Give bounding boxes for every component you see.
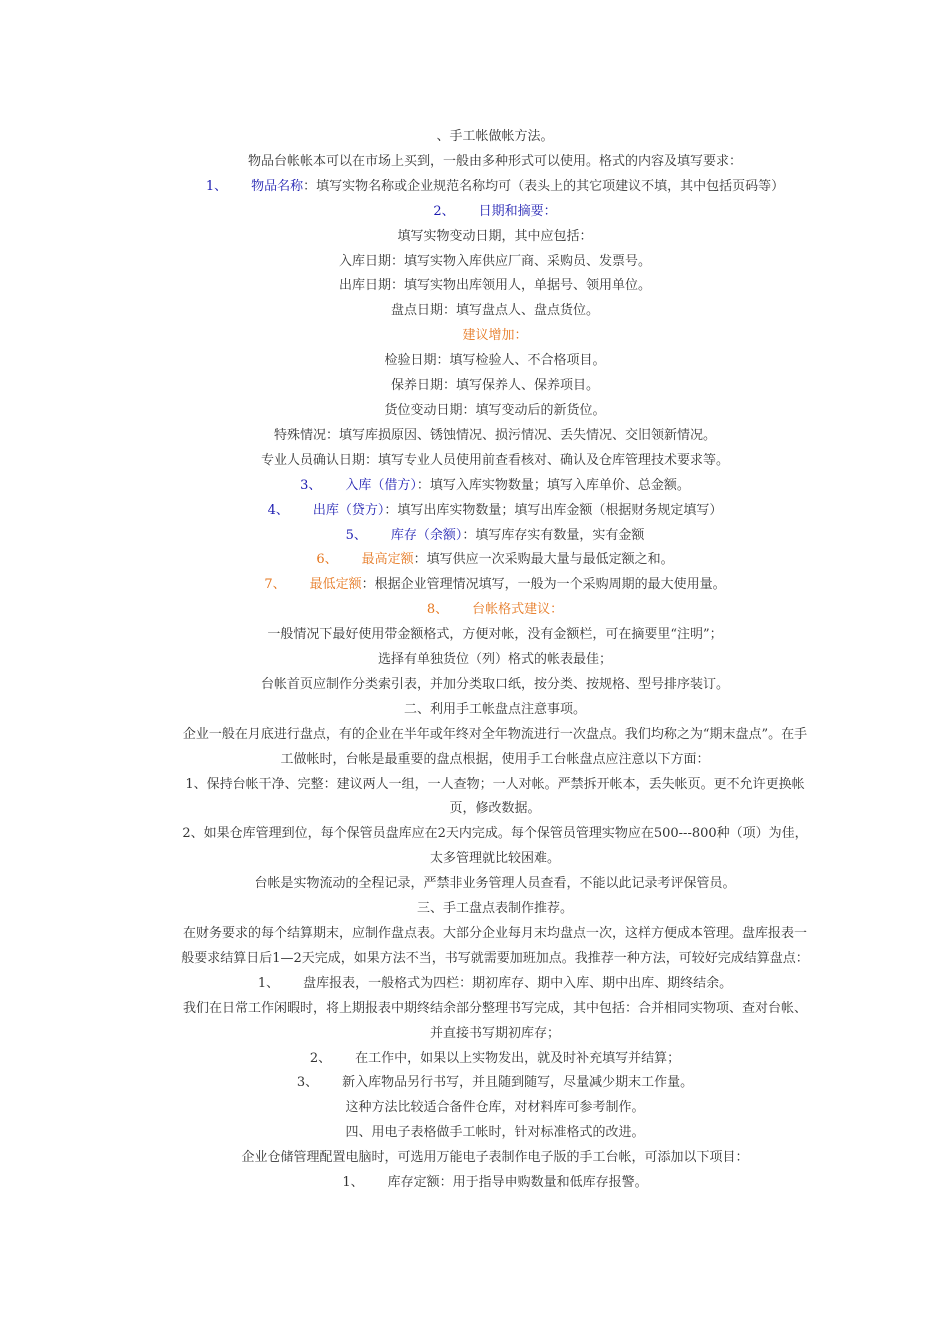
paragraph: 专业人员确认日期：填写专业人员使用前查看核对、确认及仓库管理技术要求等。 xyxy=(260,452,729,468)
list-number: 7、 xyxy=(264,577,286,593)
list-item-7 xyxy=(180,573,810,598)
list-number: 1、 xyxy=(342,1175,364,1191)
paragraph: 企业一般在月底进行盘点，有的企业在半年或年终对全年物流进行一次盘点。我们均称之为“期末盘点”。在手工做帐时，台帐是最重要的盘点根据，使用手工台帐盘点应注意以下方面： xyxy=(182,726,808,767)
section-heading-1: 、手工帐做帐方法。 xyxy=(436,129,554,144)
paragraph: 出库日期：填写实物出库领用人，单据号、领用单位。 xyxy=(338,278,651,294)
list-number: 3、 xyxy=(296,1075,319,1091)
list-label: 出库（贷方） xyxy=(312,502,385,518)
list-number: 6、 xyxy=(316,552,338,568)
list-item xyxy=(180,972,810,997)
paragraph: 企业仓储管理配置电脑时，可选用万能电子表制作电子版的手工台帐，可添加以下项目： xyxy=(241,1150,749,1166)
paragraph: 这种方法比较适合备件仓库，对材料库可参考制作。 xyxy=(345,1100,645,1116)
list-item-4 xyxy=(180,499,810,524)
document-body xyxy=(180,125,810,1196)
paragraph: 填写实物变动日期，其中应包括： xyxy=(397,228,593,244)
list-text: 库存定额：用于指导申购数量和低库存报警。 xyxy=(387,1175,648,1191)
list-text: ：填写供应一次采购最大量与最低定额之和。 xyxy=(413,552,674,568)
list-label: 日期和摘要： xyxy=(478,203,557,219)
list-item xyxy=(180,1171,810,1196)
paragraph: 特殊情况：填写库损原因、锈蚀情况、损污情况、丢失情况、交旧领新情况。 xyxy=(273,427,716,443)
paragraph: 在财务要求的每个结算期末，应制作盘点表。大部分企业每月末均盘点一次，这样方便成本管理。盘库报表一般要求结算日后1—2天完成，如果方法不当，书写就需要加班加点。我推荐一种方法，可较好完成结算盘点： xyxy=(181,926,809,966)
paragraph: 保养日期：填写保养人、保养项目。 xyxy=(390,378,599,394)
list-label: 台帐格式建议： xyxy=(472,602,564,618)
list-item-8 xyxy=(180,598,810,623)
paragraph: 2、如果仓库管理到位，每个保管员盘库应在2天内完成。每个保管员管理实物应在500---800种（项）为佳，太多管理就比较困难。 xyxy=(182,826,808,867)
list-item-2 xyxy=(180,200,810,225)
list-text: 在工作中，如果以上实物发出，就及时补充填写并结算； xyxy=(355,1050,681,1066)
list-item-5 xyxy=(180,524,810,549)
paragraph: 1、保持台帐干净、完整：建议两人一组，一人查物；一人对帐。严禁拆开帐本，丢失帐页。更不允许更换帐页，修改数据。 xyxy=(185,776,805,817)
paragraph: 盘点日期：填写盘点人、盘点货位。 xyxy=(390,303,599,319)
list-item xyxy=(180,1071,810,1096)
list-item-3 xyxy=(180,474,810,499)
section-heading-4: 四、用电子表格做手工帐时，针对标准格式的改进。 xyxy=(345,1125,645,1141)
list-number: 3、 xyxy=(300,477,322,493)
paragraph: 台帐是实物流动的全程记录，严禁非业务管理人员查看，不能以此记录考评保管员。 xyxy=(254,876,736,892)
list-text: 新入库物品另行书写，并且随到随写，尽量减少期末工作量。 xyxy=(342,1075,694,1091)
list-text: ：根据企业管理情况填写，一般为一个采购周期的最大使用量。 xyxy=(361,577,726,593)
list-text: 盘库报表，一般格式为四栏：期初库存、期中入库、期中出库、期终结余。 xyxy=(303,975,733,991)
list-number: 5、 xyxy=(345,527,367,543)
section-heading-3: 三、手工盘点表制作推荐。 xyxy=(416,901,573,917)
list-text: ：填写出库实物数量；填写出库金额（根据财务规定填写） xyxy=(384,502,723,518)
list-item-6 xyxy=(180,548,810,573)
list-number: 2、 xyxy=(433,203,455,219)
list-label: 最高定额 xyxy=(361,552,414,568)
list-text: ：填写实物名称或企业规范名称均可（表头上的其它项建议不填，其中包括页码等） xyxy=(303,178,785,194)
list-item xyxy=(180,1047,810,1072)
list-label: 库存（余额） xyxy=(390,527,463,543)
list-number: 1、 xyxy=(205,178,228,194)
suggestion-heading: 建议增加： xyxy=(462,328,528,344)
list-number: 4、 xyxy=(267,502,289,518)
paragraph: 台帐首页应制作分类索引表，并加分类取口纸，按分类、按规格、型号排序装订。 xyxy=(260,676,729,692)
list-text: ：填写入库实物数量；填写入库单价、总金额。 xyxy=(416,477,690,493)
paragraph: 货位变动日期：填写变动后的新货位。 xyxy=(384,402,606,418)
list-text: ：填写库存实有数量，实有金额 xyxy=(462,527,645,543)
paragraph: 选择有单独货位（列）格式的帐表最佳； xyxy=(377,652,612,668)
section-heading-2: 二、利用手工帐盘点注意事项。 xyxy=(403,701,586,717)
list-item-1 xyxy=(180,175,810,200)
list-label: 最低定额 xyxy=(309,577,362,593)
paragraph: 我们在日常工作闲暇时，将上期报表中期终结余部分整理书写完成，其中包括：合并相同实物项、查对台帐、并直接书写期初库存； xyxy=(182,1000,807,1041)
list-label: 入库（借方） xyxy=(345,477,417,493)
paragraph: 入库日期：填写实物入库供应厂商、采购员、发票号。 xyxy=(338,253,651,269)
paragraph: 物品台帐帐本可以在市场上买到，一般由多种形式可以使用。格式的内容及填写要求： xyxy=(247,153,742,169)
paragraph: 检验日期：填写检验人、不合格项目。 xyxy=(384,353,606,369)
list-number: 1、 xyxy=(257,975,280,991)
list-label: 物品名称 xyxy=(251,178,304,194)
paragraph: 一般情况下最好使用带金额格式，方便对帐，没有金额栏，可在摘要里“注明”； xyxy=(267,627,723,643)
list-number: 8、 xyxy=(426,602,449,618)
list-number: 2、 xyxy=(309,1050,332,1066)
